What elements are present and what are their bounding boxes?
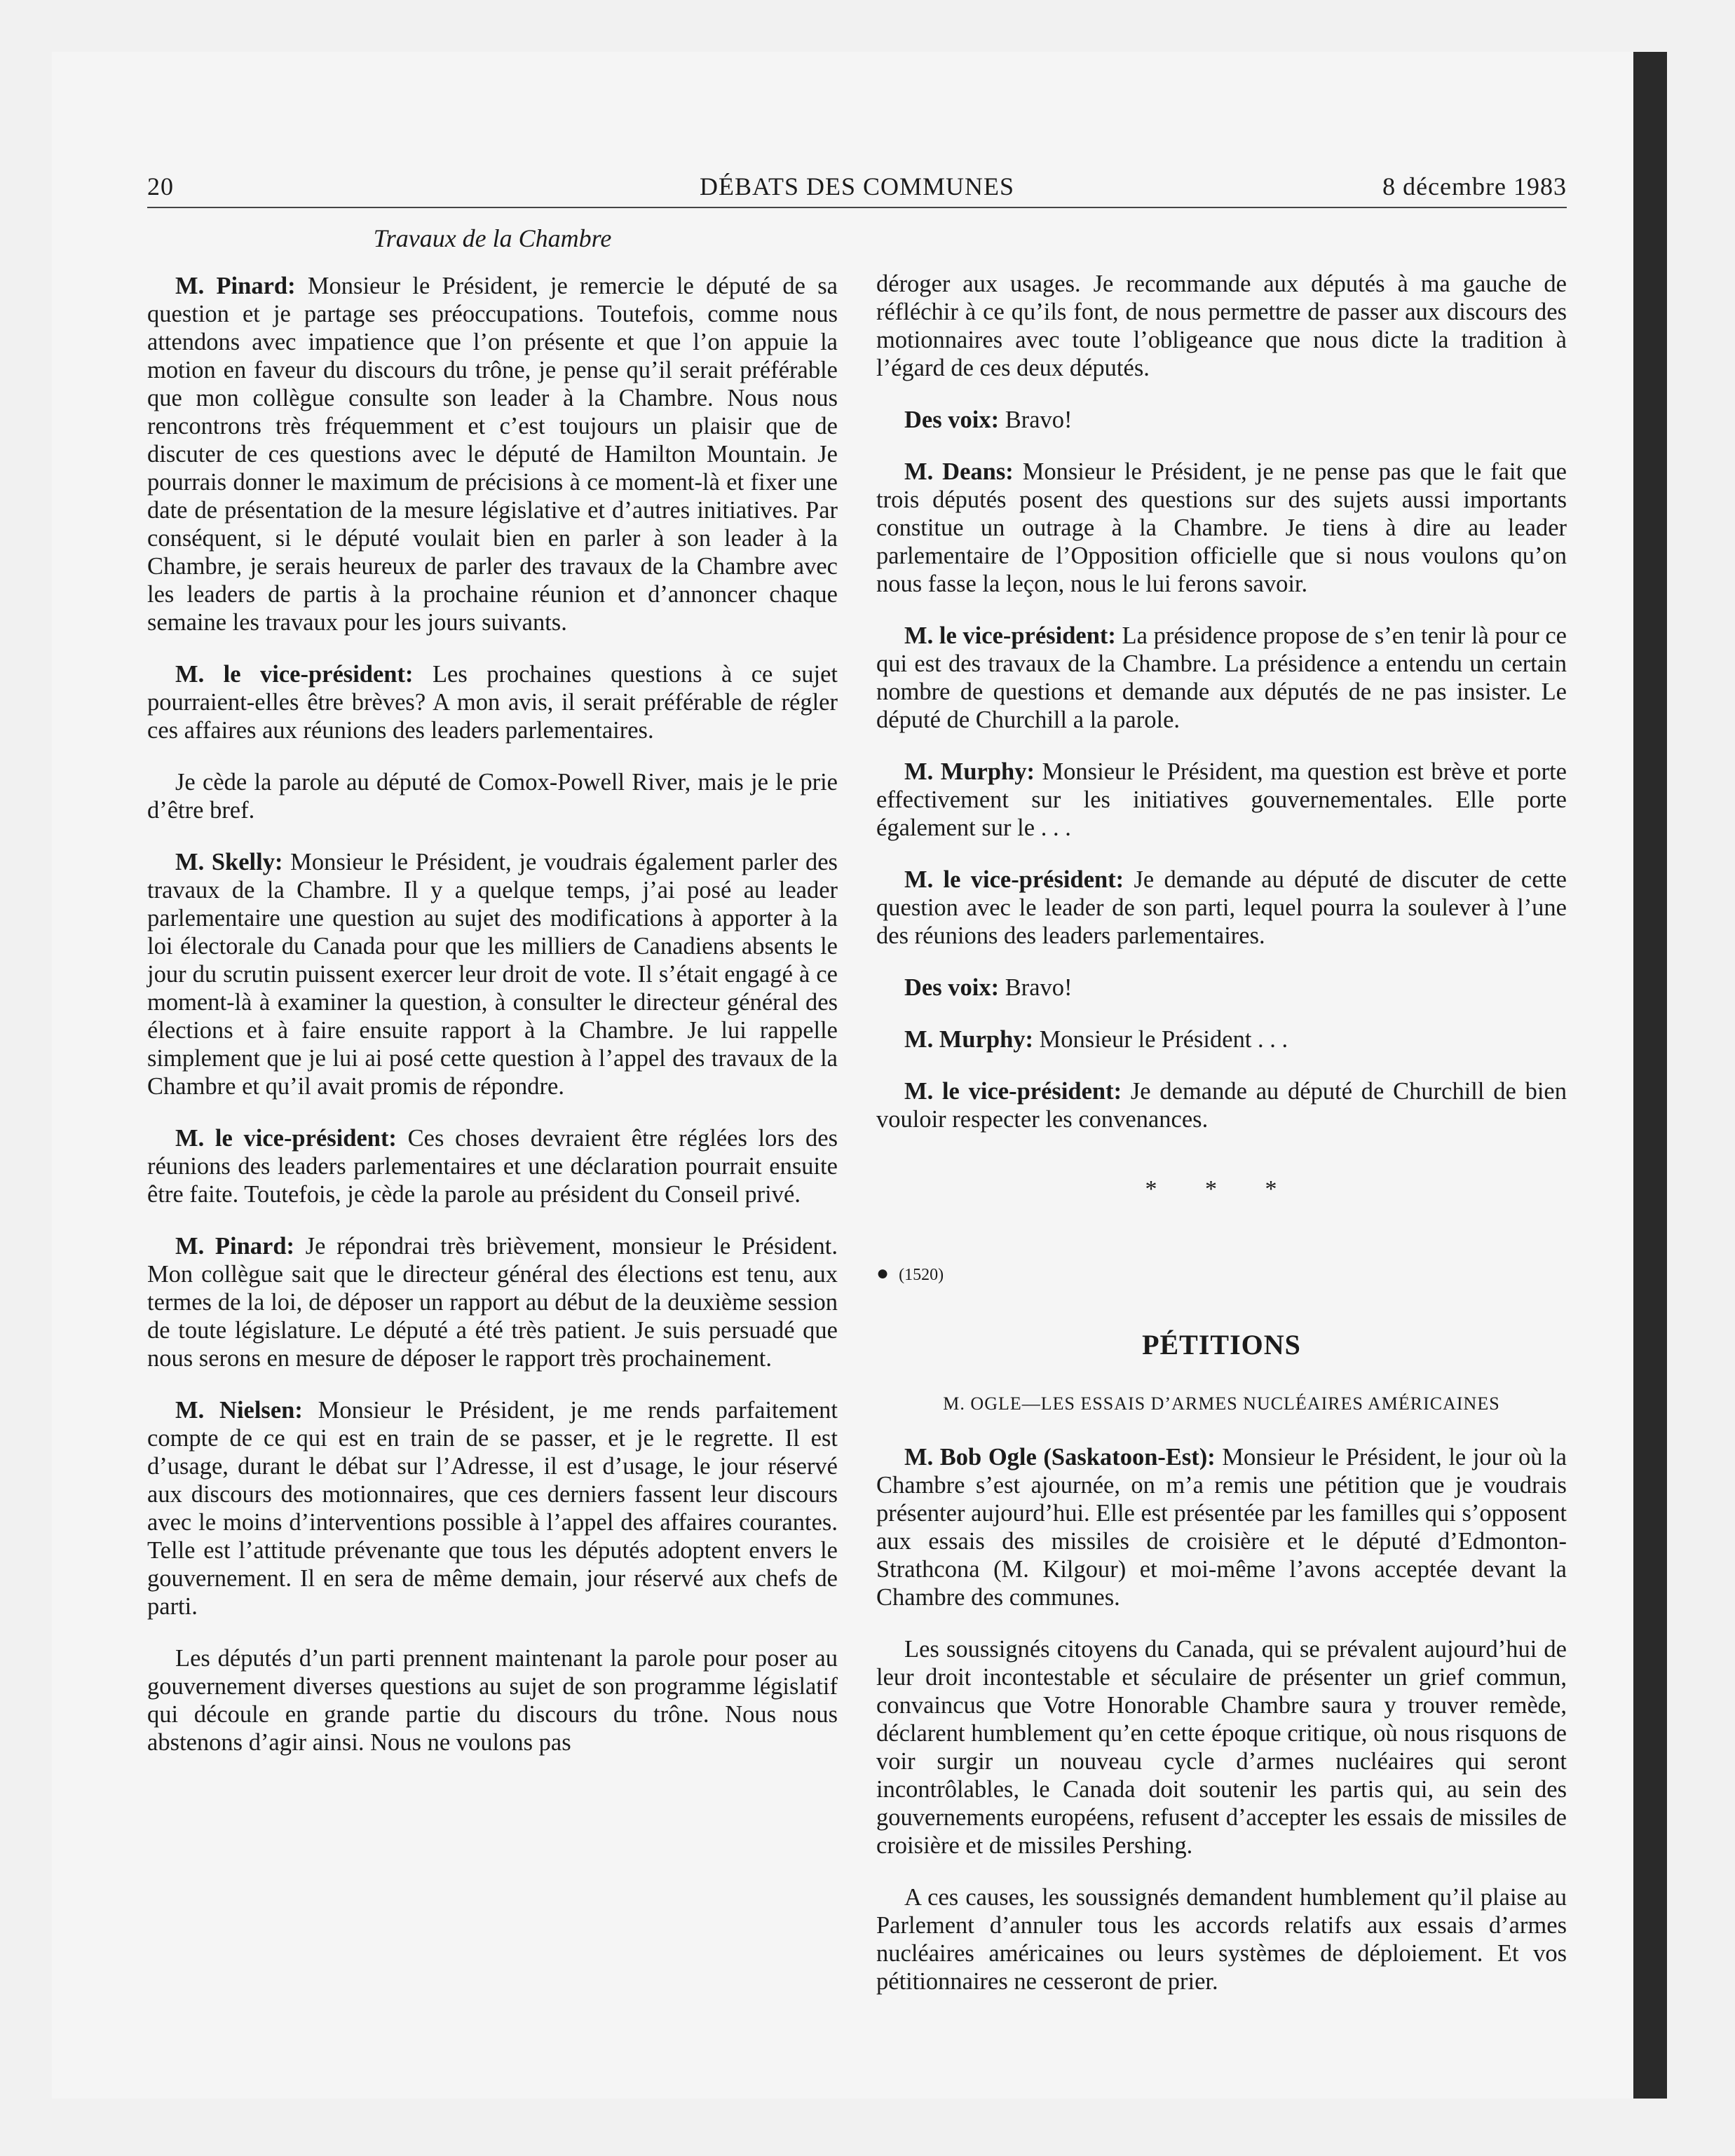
page-number: 20	[147, 172, 174, 200]
publication-title: DÉBATS DES COMMUNES	[699, 172, 1015, 200]
speech-text: Monsieur le Président . . .	[1033, 1026, 1288, 1053]
paragraph	[876, 758, 1567, 842]
petition-subheading: M. OGLE—LES ESSAIS D’ARMES NUCLÉAIRES AMÉRICAINES	[943, 1393, 1500, 1414]
paragraph	[876, 1883, 1567, 1995]
speech-text: Monsieur le Président, ma question est brève et porte effectivement sur les initiatives gouvernementales. Elle porte également sur le . . .	[876, 758, 1567, 841]
time-mark-text: (1520)	[899, 1266, 944, 1284]
paragraph	[147, 1396, 838, 1621]
paragraph	[876, 622, 1567, 734]
time-mark	[876, 1260, 1567, 1289]
speaker-name: M. Pinard:	[175, 273, 296, 299]
speaker-name: M. Murphy:	[904, 758, 1035, 785]
publication-date: 8 décembre 1983	[1382, 172, 1567, 200]
speaker-name: M. Deans:	[904, 458, 1014, 485]
paragraph	[876, 974, 1567, 1002]
paragraph	[876, 866, 1567, 950]
speech-text: Je cède la parole au député de Comox-Powell River, mais je le prie d’être bref.	[147, 769, 838, 824]
speaker-name: M. Murphy:	[904, 1026, 1033, 1053]
right-column	[876, 270, 1567, 2019]
speech-text: Monsieur le Président, je ne pense pas que le fait que trois députés posent des questions sur des sujets aussi importants constitue un outrage à la Chambre. Je tiens à dire au leader parlementaire de l’Opposition officielle que si nous voulons qu’on nous fasse la leçon, nous le lui ferons savoir.	[876, 458, 1567, 597]
paragraph	[876, 1025, 1567, 1053]
speaker-name: M. le vice-président:	[175, 661, 414, 688]
speaker-name: M. Skelly:	[175, 849, 283, 875]
speech-text: Je répondrai très brièvement, monsieur le Président. Mon collègue sait que le directeur général des élections est tenu, aux termes de la loi, de déposer un rapport au début de la deuxième session de toute législature. Le député a été très patient. Je suis persuadé que nous serons en mesure de déposer le rapport très prochainement.	[147, 1233, 838, 1372]
speech-text: Ces choses devraient être réglées lors des réunions des leaders parlementaires et une déclaration pourrait ensuite être faite. Toutefois, je cède la parole au président du Conseil privé.	[147, 1125, 838, 1208]
paragraph	[147, 272, 838, 636]
paragraph	[876, 406, 1567, 434]
paragraph	[147, 1644, 838, 1756]
paragraph	[147, 848, 838, 1100]
speech-text: Les députés d’un parti prennent maintenant la parole pour poser au gouvernement diverses questions au sujet de son programme législatif qui découle en grande partie du discours du trône. Nous nous abstenons d’agir ainsi. Nous ne voulons pas	[147, 1645, 838, 1756]
petitions-heading: PÉTITIONS	[1142, 1329, 1301, 1360]
speaker-name: M. Bob Ogle (Saskatoon-Est):	[904, 1444, 1216, 1471]
speech-text: Je demande au député de Churchill de bien vouloir respecter les convenances.	[876, 1078, 1567, 1133]
speech-text: Bravo!	[999, 974, 1073, 1001]
speech-text: Monsieur le Président, je remercie le député de sa question et je partage ses préoccupations. Toutefois, comme nous attendons avec impatience que l’on présente et que l’on appuie la motion en faveur du discours du trône, je pense qu’il serait préférable que mon collègue consulte son leader à la Chambre. Nous nous rencontrons très fréquemment et c’est toujours un plaisir que de discuter de ces questions avec le député de Hamilton Mountain. Je pourrais donner le maximum de précisions à ce moment-là et fixer une date de présentation de la mesure législative et d’autres initiatives. Par conséquent, si le député voulait bien en parler à son leader à la Chambre, je serais heureux de parler des travaux de la Chambre avec les leaders de partis à la prochaine réunion et d’annoncer chaque semaine les travaux pour les jours suivants.	[147, 273, 838, 636]
left-column	[147, 224, 838, 1780]
paragraph	[147, 1232, 838, 1372]
paragraph	[876, 458, 1567, 598]
section-separator: * * *	[1145, 1176, 1298, 1202]
section-title: Travaux de la Chambre	[373, 224, 612, 252]
speaker-name: M. le vice-président:	[175, 1125, 397, 1152]
speech-text: Je demande au député de discuter de cette question avec le leader de son parti, lequel pourra la soulever à l’une des réunions des leaders parlementaires.	[876, 866, 1567, 949]
speaker-name: M. Nielsen:	[175, 1397, 303, 1424]
speaker-name: Des voix:	[904, 407, 1000, 433]
speech-text: Monsieur le Président, je me rends parfaitement compte de ce qui est en train de se passer, et je le regrette. Il est d’usage, durant le débat sur l’Adresse, il est d’usage, le jour réservé aux discours des motionnaires, que ces derniers fassent leur discours avec le moins d’interventions possible à l’appel des affaires courantes. Telle est l’attitude prévenante que tous les députés adoptent envers le gouvernement. Il en sera de même demain, jour réservé aux chefs de parti.	[147, 1397, 838, 1620]
speaker-name: M. le vice-président:	[904, 1078, 1122, 1105]
page-header	[147, 172, 1567, 208]
speaker-name: M. Pinard:	[175, 1233, 295, 1260]
speech-text: Monsieur le Président, le jour où la Chambre s’est ajournée, on m’a remis une pétition que je voudrais présenter aujourd’hui. Elle est présentée par les familles qui s’opposent aux essais des missiles de croisière et le député d’Edmonton-Strathcona (M. Kilgour) et moi-même l’avons acceptée devant la Chambre des communes.	[876, 1444, 1567, 1611]
speaker-name: M. le vice-président:	[904, 866, 1124, 893]
paragraph	[147, 1124, 838, 1208]
speech-text: La présidence propose de s’en tenir là pour ce qui est des travaux de la Chambre. La présidence a entendu un certain nombre de questions et demande aux députés de ne pas insister. Le député de Churchill a la parole.	[876, 622, 1567, 733]
scan-edge	[1633, 52, 1667, 2099]
paragraph	[876, 1635, 1567, 1860]
paragraph	[876, 1443, 1567, 1611]
speaker-name: Des voix:	[904, 974, 1000, 1001]
paragraph	[876, 1077, 1567, 1133]
speech-text: Bravo!	[999, 407, 1073, 433]
speech-text: Monsieur le Président, je voudrais également parler des travaux de la Chambre. Il y a quelque temps, j’ai posé au leader parlementaire une question au sujet des modifications à apporter à la loi électorale du Canada pour que les milliers de Canadiens absents le jour du scrutin puissent exercer leur droit de vote. Il s’était engagé à ce moment-là à examiner la question, à consulter le directeur général des élections et à faire ensuite rapport à la Chambre. Je lui rappelle simplement que je lui ai posé cette question à l’appel des travaux de la Chambre et qu’il avait promis de répondre.	[147, 849, 838, 1100]
paragraph	[147, 768, 838, 824]
speech-text: Les soussignés citoyens du Canada, qui se prévalent aujourd’hui de leur droit incontestable et séculaire de présenter un grief commun, convaincus que Votre Honorable Chambre saura y trouver remède, déclarent humblement qu’en cette époque critique, où nous risquons de voir surgir un nouveau cycle d’armes nucléaires qui seront incontrôlables, le Canada doit soutenir les partis qui, au sein des gouvernements européens, refusent d’accepter les essais de missiles de croisière et de missiles Pershing.	[876, 1636, 1567, 1859]
speaker-name: M. le vice-président:	[904, 622, 1116, 649]
paragraph-continuation: déroger aux usages. Je recommande aux députés à ma gauche de réfléchir à ce qu’ils font, de nous permettre de passer aux discours des motionnaires avec toute l’obligeance que nous dicte la tradition à l’égard de ces deux députés.	[876, 271, 1567, 381]
speech-text: A ces causes, les soussignés demandent humblement qu’il plaise au Parlement d’annuler tous les accords relatifs aux essais d’armes nucléaires américaines ou leurs systèmes de déploiement. Et vos pétitionnaires ne cesseront de prier.	[876, 1884, 1567, 1995]
bullet-icon: ●	[876, 1262, 890, 1285]
paragraph	[147, 660, 838, 744]
speech-text: Les prochaines questions à ce sujet pourraient-elles être brèves? A mon avis, il serait préférable de régler ces affaires aux réunions des leaders parlementaires.	[147, 661, 838, 744]
